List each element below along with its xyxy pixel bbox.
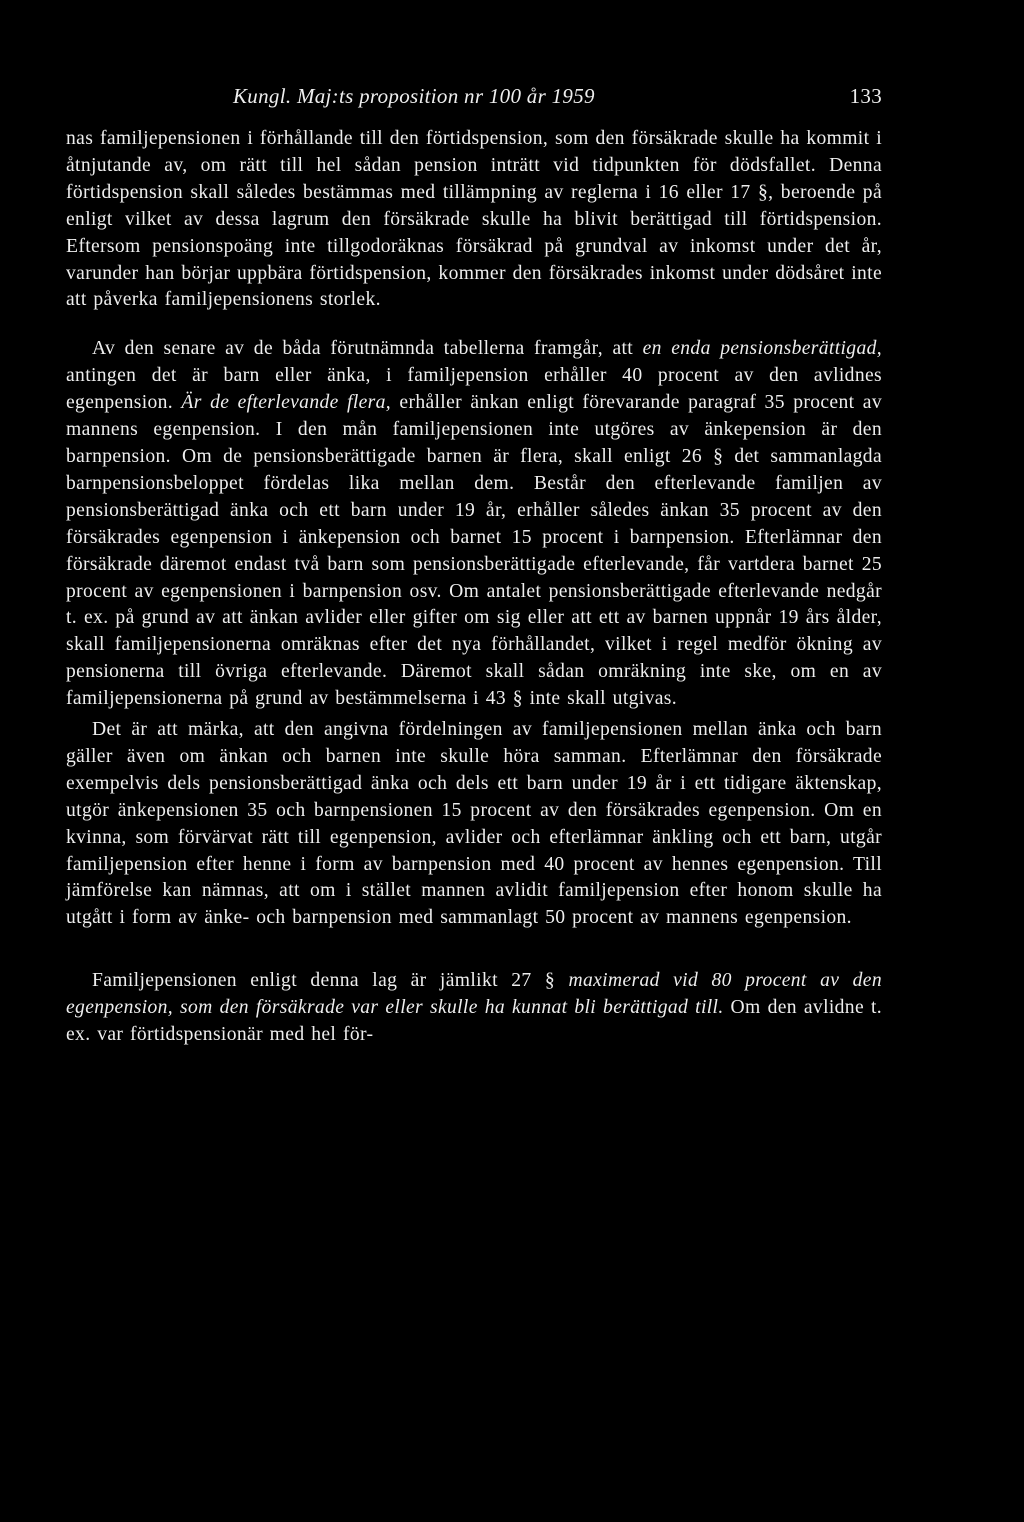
document-page: [66, 84, 882, 1049]
emphasis-text: Är de efterlevande flera,: [181, 392, 392, 414]
paragraph-text: Av den senare av de båda förutnämnda tabellerna framgår, att: [92, 338, 643, 360]
paragraph-text: Om den avlidne t. ex. var förtidspensionär med hel för-: [66, 997, 882, 1046]
paragraph-maximum: [66, 968, 882, 1049]
running-head: [66, 84, 882, 118]
paragraph-text: erhåller änkan enligt förevarande paragraf 35 procent av mannens egenpension. I den mån familjepensionen inte utgöres av änkepension är den barnpension. Om de pensionsberättigade barnen är flera, skall enligt 26 § det sammanlagda barnpensionsbeloppet fördelas lika mellan dem. Består den efterlevande familjen av pensionsberättigad änka och ett barn under 19 år, erhåller således änkan 35 procent av den försäkrades egenpension i änkepension och barnet 15 procent i barnpension. Efterlämnar den försäkrade däremot endast två barn som pensionsberättigade efterlevande, får vartdera barnet 25 procent av egenpensionen i barnpension osv. Om antalet pensionsberättigade efterlevande nedgår t. ex. på grund av att änkan avlider eller gifter om sig eller att ett av barnen uppnår 19 års ålder, skall familjepensionerna omräknas efter det nya förhållandet, vilket i regel medför ökning av pensionerna till övriga efterlevande. Däremot skall sådan omräkning inte ske, om en av familjepensionerna på grund av bestämmelserna i 43 § inte skall utgivas.: [66, 392, 882, 710]
paragraph-text: antingen det är barn eller änka, i familjepension erhåller 40 procent av den avlidnes egenpension.: [66, 365, 882, 414]
paragraph-example: Det är att märka, att den angivna fördelningen av familjepensionen mellan änka och barn gäller även om änkan och barnen inte skulle höra samman. Efterlämnar den försäkrade exempelvis dels pensionsberättigad änka och dels ett barn under 19 år i ett tidigare äktenskap, utgör änkepensionen 35 och barnpensionen 15 procent av den försäkrades egenpension. Om en kvinna, som förvärvat rätt till egenpension, avlider och efterlämnar änkling och ett barn, utgår familjepension efter henne i form av barnpension med 40 procent av hennes egenpension. Till jämförelse kan nämnas, att om i stället mannen avlidit familjepension efter honom skulle ha utgått i form av änke- och barnpension med sammanlagt 50 procent av mannens egenpension.: [66, 719, 882, 929]
paragraph-distribution: [66, 336, 882, 713]
running-title: Kungl. Maj:ts proposition nr 100 år 1959: [233, 84, 595, 108]
paragraph-continued: nas familjepensionen i förhållande till den förtidspension, som den försäkrade skulle ha kommit i åtnjutande av, om rätt till hel sådan pension inträtt vid tidpunkten för dödsfallet. Denna förtidspension skall således bestämmas med tillämpning av reglerna i 16 eller 17 §, beroende på enligt vilket av dessa lagrum den försäkrade skulle ha blivit berättigad till förtidspension. Eftersom pensionspoäng inte tillgodoräknas försäkrad på grundval av inkomst under det år, varunder han börjar uppbära förtidspension, kommer den försäkrades inkomst under dödsåret inte att påverka familjepensionens storlek.: [66, 128, 882, 311]
emphasis-text: maximerad vid 80 procent av den egenpension, som den försäkrade var eller skulle ha kunnat bli berättigad till.: [66, 970, 883, 1019]
page-number: 133: [849, 84, 882, 108]
paragraph-text: Familjepensionen enligt denna lag är jämlikt 27 §: [92, 970, 569, 992]
emphasis-text: en enda pensionsberättigad,: [642, 338, 882, 360]
